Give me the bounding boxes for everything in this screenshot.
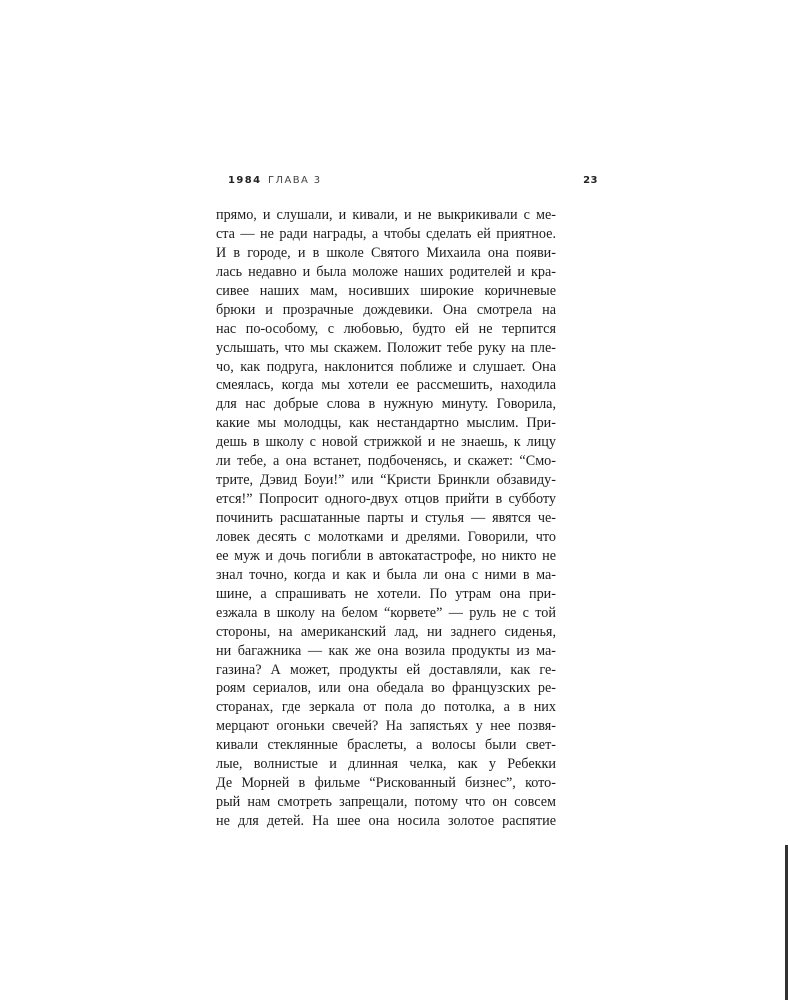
text-line: ни багажника — как же она возила продукты из ма- xyxy=(216,642,556,659)
text-line: смеялась, когда мы хотели ее рассмешить, находила xyxy=(216,377,556,394)
text-line: ее муж и дочь погибли в автокатастрофе, но никто не xyxy=(216,547,556,564)
text-line: стороны, на американский лад, ни заднего сиденья, xyxy=(216,623,556,640)
text-line: для нас добрые слова в нужную минуту. Говорила, xyxy=(216,396,556,413)
text-line: роям сериалов, или она обедала во французских ре- xyxy=(216,680,556,697)
text-line: езжала в школу на белом “корвете” — руль не с той xyxy=(216,604,556,621)
text-line: ли тебе, а она встанет, подбоченясь, и скажет: “Смо- xyxy=(216,453,556,470)
text-line: не для детей. На шее она носила золотое распятие xyxy=(216,813,556,829)
text-line: Де Морней в фильме “Рискованный бизнес”, кото- xyxy=(216,775,556,792)
text-line: рый нам смотреть запрещали, потому что он совсем xyxy=(216,794,556,811)
text-line: газина? А может, продукты ей доставляли, как ге- xyxy=(216,661,556,678)
body-text xyxy=(216,206,556,831)
text-line: шине, а спрашивать не хотели. По утрам она при- xyxy=(216,585,556,602)
book-title: 1984 xyxy=(228,175,262,186)
page-number: 23 xyxy=(583,175,598,186)
text-line: чо, как подруга, наклонится поближе и слушает. Она xyxy=(216,358,556,375)
text-line: мерцают огоньки свечей? На запястьях у нее позвя- xyxy=(216,718,556,735)
text-line: кивали стеклянные браслеты, а волосы были свет- xyxy=(216,737,556,754)
text-line: какие мы молодцы, как нестандартно мыслим. При- xyxy=(216,415,556,432)
text-line: ста — не ради награды, а чтобы сделать ей приятное. xyxy=(216,225,556,242)
text-line: прямо, и слушали, и кивали, и не выкрикивали с ме- xyxy=(216,207,556,223)
text-line: услышать, что мы скажем. Положит тебе руку на пле- xyxy=(216,339,556,356)
text-line: дешь в школу с новой стрижкой и не знаешь, к лицу xyxy=(216,434,556,451)
text-line: ется!” Попросит одного-двух отцов прийти в субботу xyxy=(216,491,556,508)
text-line: знал точно, когда и как и была ли она с ними в ма- xyxy=(216,566,556,583)
text-line: ловек десять с молотками и дрелями. Говорили, что xyxy=(216,528,556,545)
chapter-label: ГЛАВА 3 xyxy=(268,175,322,186)
text-line: трите, Дэвид Боуи!” или “Кристи Бринкли обзавиду- xyxy=(216,472,556,489)
text-line: сторанах, где зеркала от пола до потолка, а в них xyxy=(216,699,556,716)
running-header xyxy=(228,175,598,189)
text-line: брюки и прозрачные дождевики. Она смотрела на xyxy=(216,301,556,318)
text-line: нас по-особому, с любовью, будто ей не терпится xyxy=(216,320,556,337)
text-line: лые, волнистые и длинная челка, как у Ребекки xyxy=(216,756,556,773)
text-line: И в городе, и в школе Святого Михаила она появи- xyxy=(216,244,556,261)
text-line: починить расшатанные парты и стулья — явятся че- xyxy=(216,510,556,526)
text-line: лась недавно и была моложе наших родителей и кра- xyxy=(216,263,556,280)
text-line: сивее наших мам, носивших широкие коричневые xyxy=(216,282,556,299)
